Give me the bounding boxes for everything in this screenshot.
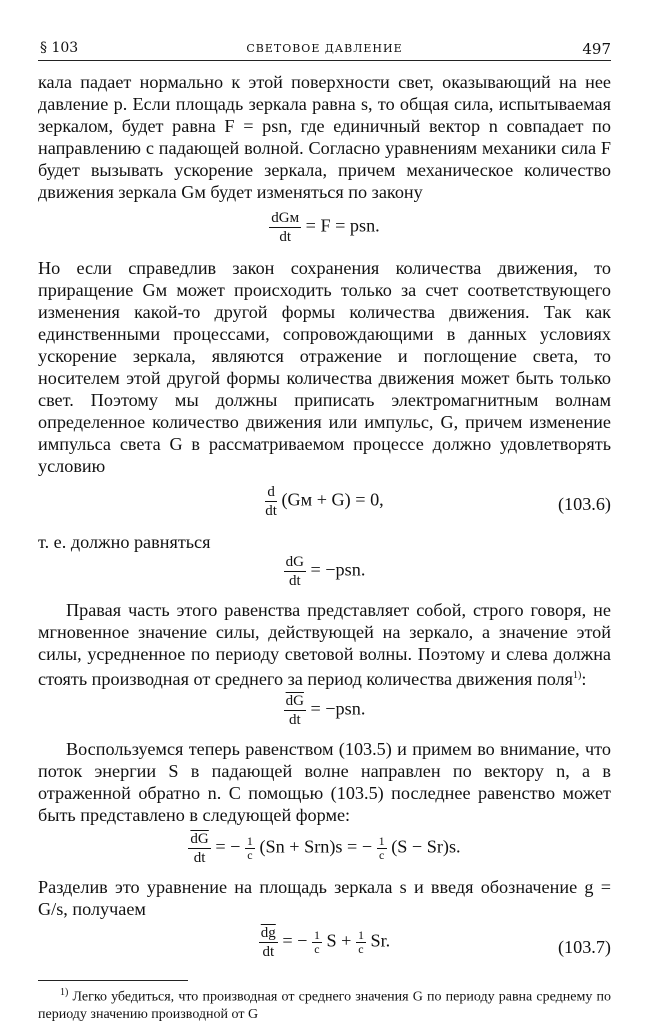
eq2-numerator: d (265, 483, 277, 502)
section-number: § 103 (40, 40, 79, 56)
eq1-denominator: dt (279, 229, 292, 245)
eq1-numerator: dGм (271, 210, 300, 226)
footnote-ref: 1) (573, 670, 582, 681)
page-number: 497 (582, 40, 611, 58)
paragraph-6: Разделив это уравнение на площадь зеркала s и введя обозначение g = G/s, получаем (38, 877, 611, 920)
paragraph-1: кала падает нормально к этой поверхности свет, оказывающий на нее давление p. Если площадь зеркала равна s, то общая сила, испытываемая зеркалом, будет равна F = psn, где единичный вектор n совпадает по направлению с падающей волной. Согласно уравнениям механики сила F будет вызывать ускорение зеркала, причем механическое количество движения зеркала Gм будет изменяться по закону (38, 72, 611, 202)
footnote-mark: 1) (60, 987, 69, 999)
footnote-divider (38, 980, 188, 981)
chapter-title: СВЕТОВОЕ ДАВЛЕНИЕ (246, 42, 403, 55)
eq6-part3: Sr. (370, 930, 391, 951)
equation-103-7: $\frac{\overline{dg}}{dt}$ = − $\frac{1}{c}$ S + $\frac{1}{c}$ Sr. (103.7) (260, 925, 611, 961)
equation-number: (103.6) (557, 494, 611, 514)
eq6-part2: S + (326, 930, 352, 951)
eq1-rhs: = F = psn. (305, 215, 380, 236)
footnote (38, 984, 611, 1023)
eq5-part1: = − (215, 836, 241, 857)
equation-4 (38, 690, 611, 738)
eq3-rhs: = −psn. (310, 559, 366, 580)
body-text (38, 71, 611, 970)
eq6-c-numerator: 1 (313, 928, 320, 943)
running-header (38, 38, 611, 61)
eq4-denominator: dt (288, 712, 301, 729)
eq5-denominator: dt (193, 850, 206, 867)
footnote-text: Легко убедиться, что производная от среднего значения G по периоду равна среднему по периоду значению производной от G (38, 989, 612, 1022)
eq5-part2: (Sn + Srn)s = − (259, 836, 373, 857)
eq4-numerator: $\overline{dG}$ (285, 693, 304, 710)
eq5-part3: (S − Sr)s. (391, 836, 461, 857)
eq2-rhs: (Gм + G) = 0, (281, 489, 384, 510)
eq3-denominator: dt (288, 573, 301, 589)
paragraph-4 (38, 599, 611, 690)
eq6-part1: = − (282, 930, 308, 951)
eq3-numerator: dG (285, 554, 304, 570)
equation-103-6 (38, 477, 611, 531)
equation-number-2: (103.7) (557, 937, 611, 958)
eq5-c-denominator: c (247, 848, 253, 863)
equation-3 (38, 553, 611, 599)
eq4-rhs: = −psn. (310, 698, 366, 719)
eq5-numerator: $\overline{dG}$ (190, 831, 209, 848)
eq6-numerator: $\overline{dg}$ (260, 925, 276, 942)
paragraph-2: Но если справедлив закон сохранения количества движения, то приращение Gм может происходить только за счет соответствующего изменения какой-то другой формы количества движения. Так как единственными процессами, сопровождающими в данных условиях ускорение зеркала, являются отражение и поглощение света, то носителем этой другой формы количества движения может быть только свет. Поэтому мы должны приписать электромагнитным волнам определенное количество движения или импульс, G, причем изменение импульса света G в рассматриваемом процессе должно удовлетворять условию (38, 258, 611, 476)
paragraph-3: т. е. должно равняться (38, 532, 211, 552)
paragraph-4-end: : (581, 669, 587, 690)
eq2-denominator: dt (265, 503, 277, 519)
page (38, 38, 611, 1023)
eq5-c-numerator: 1 (246, 834, 253, 849)
equation-1 (38, 203, 611, 257)
eq6-denominator: dt (262, 944, 275, 961)
eq6-c-denominator: c (314, 942, 320, 957)
equation-5: $\frac{\overline{dG}}{dt}$ = − $\frac{1}{c}$ (Sn + Srn)s = − $\frac{1}{c}$ (S − Sr)s. (190, 831, 461, 867)
paragraph-5: Воспользуемся теперь равенством (103.5) и примем во внимание, что поток энергии S в падающей волне направлен по вектору n, а в отраженной обратно n. С помощью (103.5) последнее равенство может быть представлено в следующей форме: (38, 739, 611, 826)
paragraph-4-text: Правая часть этого равенства представляет собой, строго говоря, не мгновенное значение силы, действующей на зеркало, а значение этой силы, усредненное по периоду световой волны. Поэтому и слева должна стоять производная от среднего за период количества движения поля (38, 600, 611, 690)
